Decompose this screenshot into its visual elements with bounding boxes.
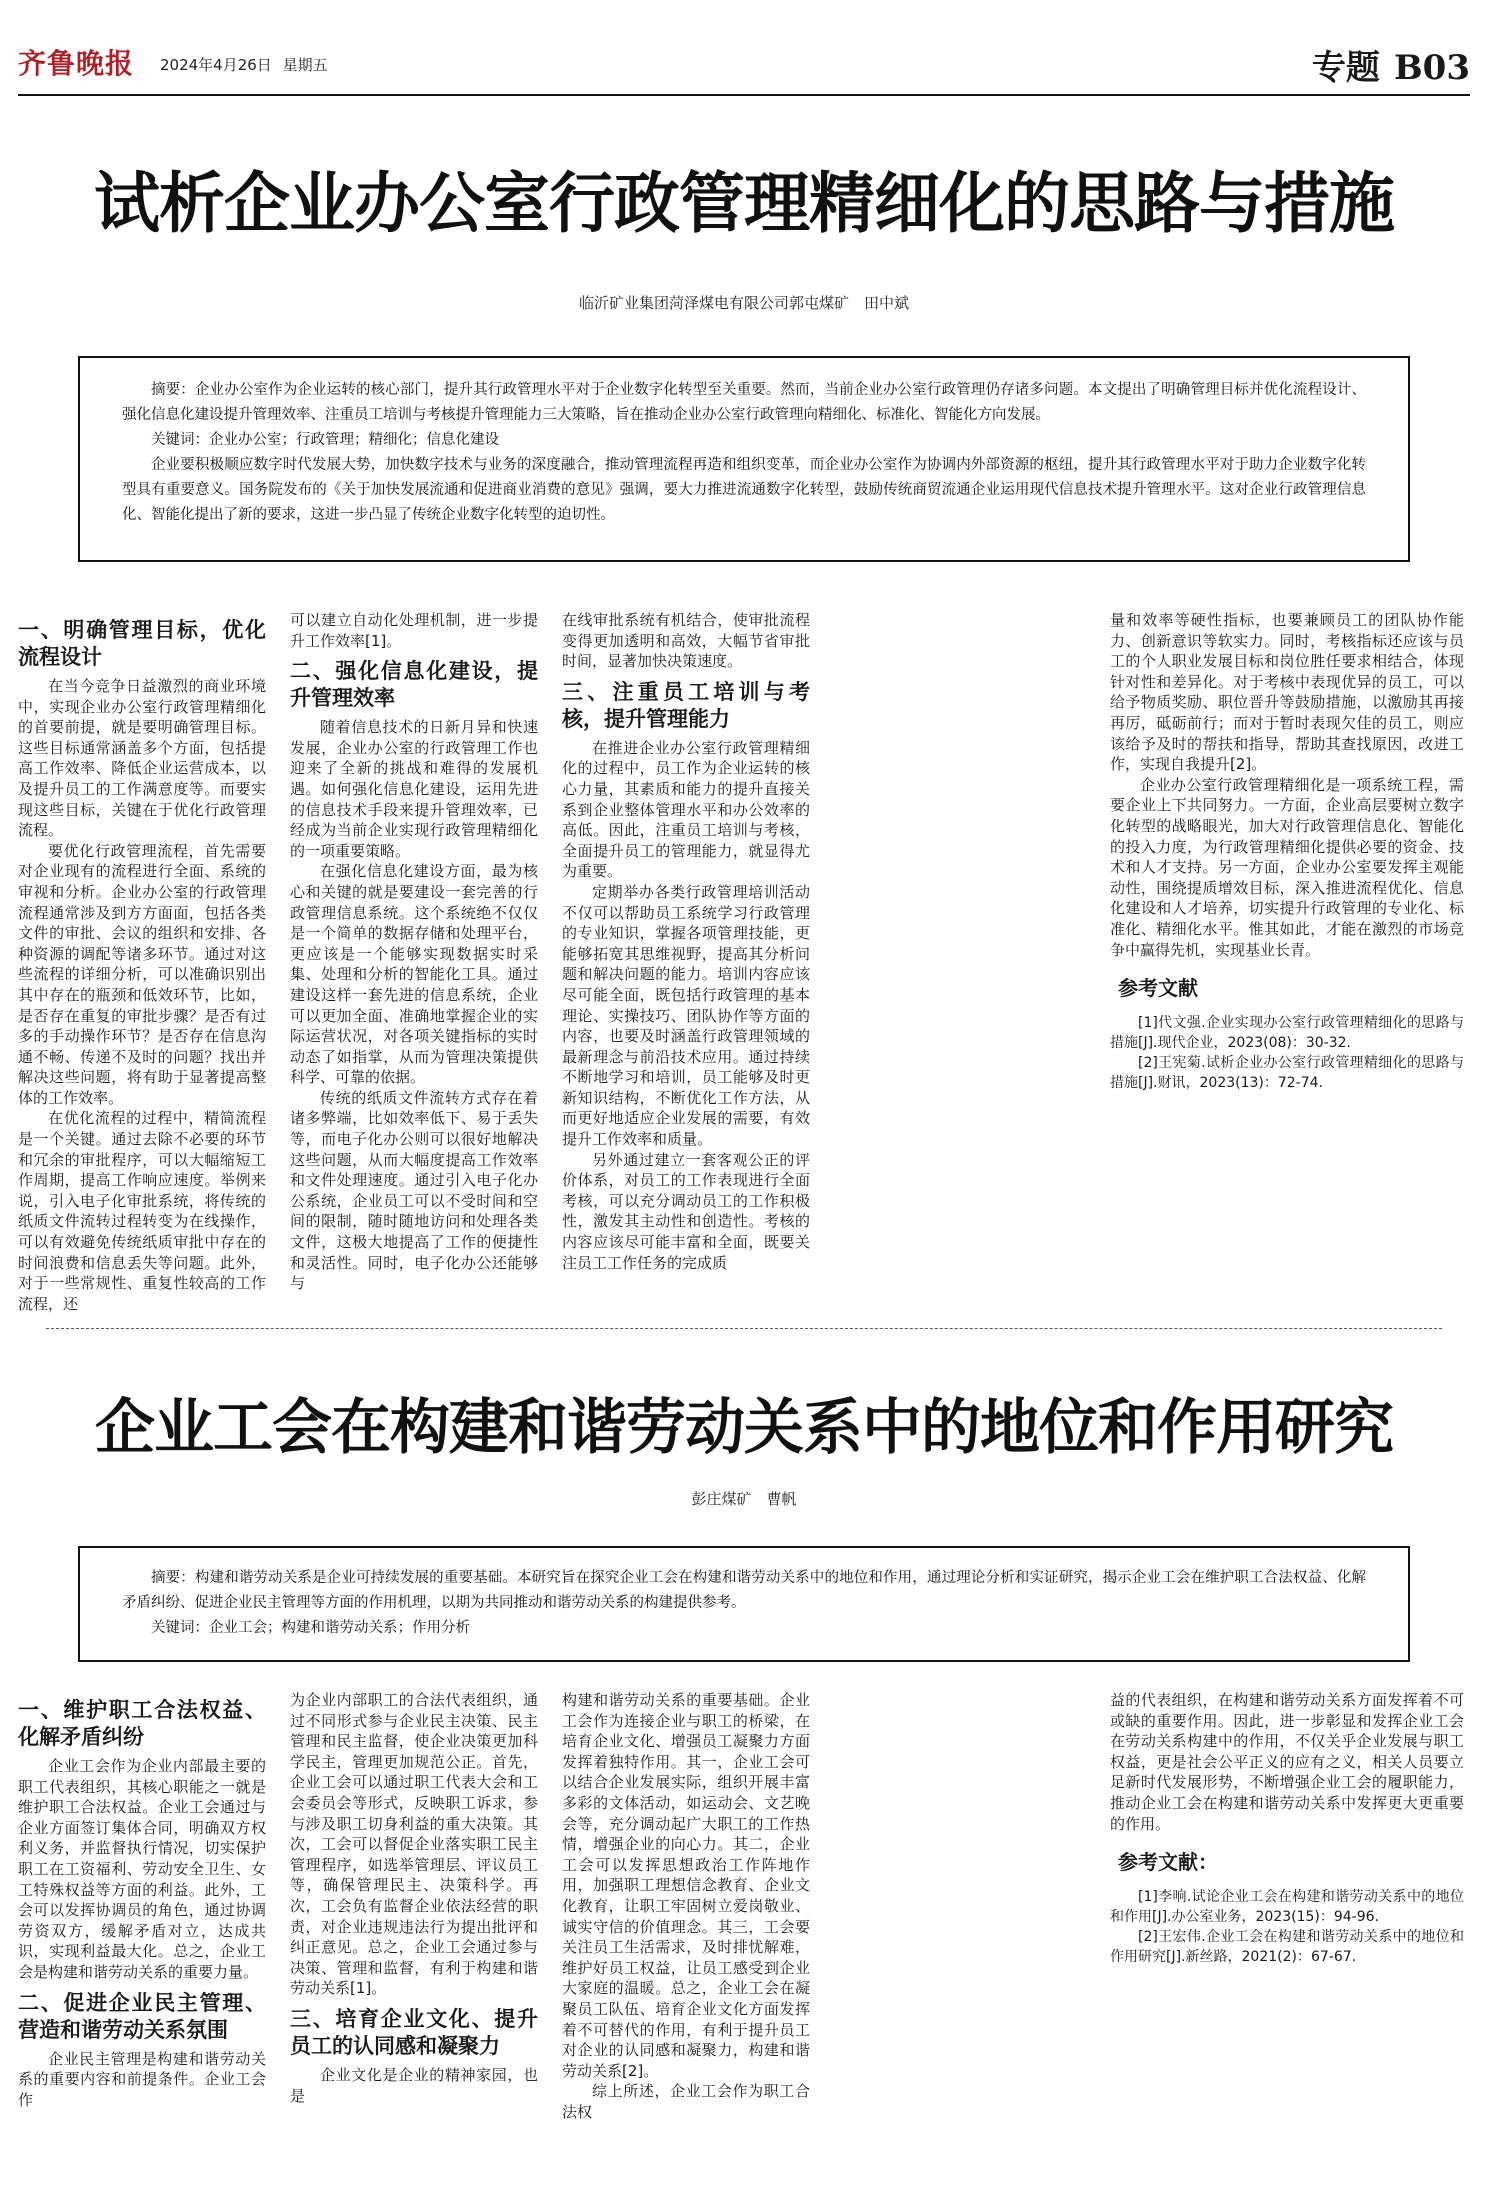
intro-text: 企业要积极顺应数字时代发展大势，加快数字技术与业务的深度融合，推动管理流程再造和组织变革，而企业办公室作为协调内外部资源的枢纽，提升其行政管理水平对于助力企业数字化转型具有重要意义。国务院发布的《关于加快发展流通和促进商业消费的意见》强调，要大力推进流通数字化转型，鼓励传统商贸流通企业运用现代信息技术提升管理水平。这对企业行政管理信息化、智能化提出了新的要求，这进一步凸显了传统企业数字化转型的迫切性。 xyxy=(122,457,1366,523)
weekday-text: 星期五 xyxy=(282,56,328,74)
article1-column-1 xyxy=(18,610,266,1313)
newspaper-logo: 齐鲁晚报 xyxy=(18,47,135,80)
article-divider xyxy=(46,1328,1442,1329)
article2-byline: 彭庄煤矿 曹帆 xyxy=(691,1490,797,1508)
article1-column-2 xyxy=(290,610,538,1293)
article1-column-4 xyxy=(1110,610,1464,1093)
page-number: B03 xyxy=(1393,48,1470,88)
article2-title: 企业工会在构建和谐劳动关系中的地位和作用研究 xyxy=(95,1393,1393,1463)
section-heading: 三、注重员工培训与考核，提升管理能力 xyxy=(562,678,810,731)
body-paragraph: 企业文化是企业的精神家园，也是 xyxy=(290,2065,538,2105)
reference-item: [2]王宪菊.试析企业办公室行政管理精细化的思路与措施[J].财讯，2023(13)：72-74. xyxy=(1110,1054,1464,1091)
reference-item: [2]王宏伟.企业工会在构建和谐劳动关系中的地位和作用研究[J].新丝路，2021(2)：67-67. xyxy=(1110,1928,1464,1965)
body-paragraph: 在强化信息化建设方面，最为核心和关键的就是要建设一套完善的行政管理信息系统。这个系统绝不仅仅是一个简单的数据存储和处理平台，更应该是一个能够实现数据实时采集、处理和分析的智能化工具。通过建设这样一套先进的信息系统，企业可以更加全面、准确地掌握企业的实际运营状况，对各项关键指标的实时动态了如指掌，从而为管理决策提供科学、可靠的依据。 xyxy=(290,862,538,1087)
section-name: 专题 xyxy=(1311,48,1380,88)
date-text: 2024年4月26日 xyxy=(160,56,272,74)
masthead xyxy=(18,42,1470,92)
article2-column-1 xyxy=(18,1690,266,2170)
article1-title: 试析企业办公室行政管理精细化的思路与措施 xyxy=(94,164,1394,242)
publication-date xyxy=(160,54,328,75)
body-paragraph: 在优化流程的过程中，精简流程是一个关键。通过去除不必要的环节和冗余的审批程序，可以大幅缩短工作周期，提高工作响应速度。举例来说，引入电子化审批系统，将传统的纸质文件流转过程转变为在线操作，可以有效避免传统纸质审批中存在的时间浪费和信息丢失等问题。此外，对于一些常规性、重复性较高的工作流程，还 xyxy=(18,1109,266,1313)
body-paragraph: 量和效率等硬性指标，也要兼顾员工的团队协作能力、创新意识等软实力。同时，考核指标还应该与员工的个人职业发展目标和岗位胜任要求相结合，体现针对性和差异化。对于考核中表现优异的员工，可以给予物质奖励、职位晋升等鼓励措施，以激励其再接再厉，砥砺前行；而对于暂时表现欠佳的员工，则应该给予及时的帮扶和指导，帮助其查找原因，改进工作，实现自我提升[2]。 xyxy=(1110,611,1464,774)
body-paragraph: 企业工会作为企业内部最主要的职工代表组织，其核心职能之一就是维护职工合法权益。企业工会通过与企业方面签订集体合同，明确双方权利义务，并监督执行情况，切实保护职工在工资福利、劳动安全卫生、女工特殊权益等方面的利益。此外，工会可以发挥协调员的角色，通过协调劳资双方，缓解矛盾对立，达成共识，实现利益最大化。总之，企业工会是构建和谐劳动关系的重要力量。 xyxy=(18,1757,266,1981)
reference-item: [1]代文强.企业实现办公室行政管理精细化的思路与措施[J].现代企业，2023(08)：30-32. xyxy=(1110,1014,1464,1051)
article2-abstract xyxy=(78,1546,1410,1662)
body-paragraph: 益的代表组织，在构建和谐劳动关系方面发挥着不可或缺的重要作用。因此，进一步彰显和发挥企业工会在劳动关系构建中的作用，不仅关乎企业发展与职工权益，更是社会公平正义的应有之义，相关人员要立足新时代发展形势，不断增强企业工会的履职能力，推动企业工会在构建和谐劳动关系中发挥更大更重要的作用。 xyxy=(1110,1691,1464,1833)
body-paragraph: 在线审批系统有机结合，使审批流程变得更加透明和高效，大幅节省审批时间，显著加快决策速度。 xyxy=(562,611,810,671)
article1-abstract xyxy=(78,356,1410,562)
section-heading: 三、培育企业文化、提升员工的认同感和凝聚力 xyxy=(290,2005,538,2058)
body-paragraph: 可以建立自动化处理机制，进一步提升工作效率[1]。 xyxy=(290,611,538,650)
body-paragraph: 企业民主管理是构建和谐劳动关系的重要内容和前提条件。企业工会作 xyxy=(18,2049,266,2109)
body-paragraph: 定期举办各类行政管理培训活动不仅可以帮助员工系统学习行政管理的专业知识，掌握各项管理技能，更能够拓宽其思维视野，提高其分析问题和解决问题的能力。培训内容应该尽可能全面，既包括行政管理的基本理论、实操技巧、团队协作等方面的内容，也要及时涵盖行政管理领域的最新理念与前沿技术应用。通过持续不断地学习和培训，员工能够及时更新知识结构，不断优化工作方法，从而更好地适应企业发展的需要，有效提升工作效率和质量。 xyxy=(562,882,810,1149)
article1-byline: 临沂矿业集团菏泽煤电有限公司郭屯煤矿 田中斌 xyxy=(578,294,909,312)
abstract-text: 摘要：企业办公室作为企业运转的核心部门，提升其行政管理水平对于企业数字化转型至关重要。然而，当前企业办公室行政管理仍存诸多问题。本文提出了明确管理目标并优化流程设计、强化信息化建设提升管理效率、注重员工培训与考核提升管理能力三大策略，旨在推动企业办公室行政管理向精细化、标准化、智能化方向发展。 xyxy=(122,382,1366,423)
masthead-rule xyxy=(18,94,1470,96)
keywords-text: 关键词：企业工会；构建和谐劳动关系；作用分析 xyxy=(151,1620,470,1636)
body-paragraph: 构建和谐劳动关系的重要基础。企业工会作为连接企业与职工的桥梁，在培育企业文化、增强员工凝聚力方面发挥着独特作用。其一，企业工会可以结合企业发展实际，组织开展丰富多彩的文体活动，如运动会、文艺晚会等，充分调动起广大职工的工作热情，增强企业的向心力。其二，企业工会可以发挥思想政治工作阵地作用，加强职工理想信念教育、企业文化教育，让职工牢固树立爱岗敬业、诚实守信的价值理念。其三，工会要关注员工生活需求，及时排忧解难，维护好员工权益，让员工感受到企业大家庭的温暖。总之，企业工会在凝聚员工队伍、培育企业文化方面发挥着不可替代的作用，有利于提升员工对企业的认同感和凝聚力，构建和谐劳动关系[2]。 xyxy=(562,1691,810,2080)
article1-body xyxy=(18,610,1083,1313)
references-heading: 参考文献： xyxy=(1118,1850,1218,1875)
body-paragraph: 企业办公室行政管理精细化是一项系统工程，需要企业上下共同努力。一方面，企业高层要树立数字化转型的战略眼光，加大对行政管理信息化、智能化的投入力度，为行政管理精细化提供必要的资金、技术和人才支持。另一方面，企业办公室要发挥主观能动性，围绕提质增效目标，深入推进流程优化、信息化建设和人才培养，切实提升行政管理的专业化、标准化、精细化水平。惟其如此，才能在激烈的市场竞争中赢得先机，实现基业长青。 xyxy=(1110,775,1464,959)
body-paragraph: 综上所述，企业工会作为职工合法权 xyxy=(562,2082,810,2121)
section-heading: 二、强化信息化建设，提升管理效率 xyxy=(290,658,538,711)
body-paragraph: 要优化行政管理流程，首先需要对企业现有的流程进行全面、系统的审视和分析。企业办公室的行政管理流程通常涉及到方方面面，包括各类文件的审批、会议的组织和安排、各种资源的调配等诸多环节。通过对这些流程的详细分析，可以准确识别出其中存在的瓶颈和低效环节，比如，是否存在重复的审批步骤？是否有过多的手动操作环节？是否存在信息沟通不畅、传递不及时的问题？找出并解决这些问题，将有助于显著提高整体的工作效率。 xyxy=(18,841,266,1107)
article2-column-3 xyxy=(562,1690,810,2170)
body-paragraph: 传统的纸质文件流转方式存在着诸多弊端，比如效率低下、易于丢失等，而电子化办公则可以很好地解决这些问题，从而大幅度提高工作效率和文件处理速度。通过引入电子化办公系统，企业员工可以不受时间和空间的限制，随时随地访问和处理各类文件，这极大地提高了工作的便捷性和灵活性。同时，电子化办公还能够与 xyxy=(290,1088,538,1293)
references-heading: 参考文献 xyxy=(1118,976,1198,1001)
keywords-text: 关键词：企业办公室；行政管理；精细化；信息化建设 xyxy=(151,432,499,448)
article2-column-2 xyxy=(290,1690,538,2170)
body-paragraph: 为企业内部职工的合法代表组织，通过不同形式参与企业民主决策、民主管理和民主监督，使企业决策更加科学民主，管理更加规范公正。首先，企业工会可以通过职工代表大会和工会委员会等形式，反映职工诉求，参与涉及职工切身利益的重大决策。其次，工会可以督促企业落实职工民主管理程序，如选举管理层、评议员工等，确保管理民主、决策科学。再次，工会负有监督企业依法经营的职责，对企业违规违法行为提出批评和纠正意见。总之，企业工会通过参与决策、管理和监督，有利于构建和谐劳动关系[1]。 xyxy=(290,1691,538,1998)
body-paragraph: 另外通过建立一套客观公正的评价体系，对员工的工作表现进行全面考核，可以充分调动员工的工作积极性，激发其主动性和创造性。考核的内容应该尽可能丰富和全面，既要关注员工工作任务的完成质 xyxy=(562,1150,810,1272)
body-paragraph: 在推进企业办公室行政管理精细化的过程中，员工作为企业运转的核心力量，其素质和能力的提升直接关系到企业整体管理水平和办公效率的高低。因此，注重员工培训与考核，全面提升员工的管理能力，就显得尤为重要。 xyxy=(562,738,810,881)
section-label xyxy=(1312,40,1470,89)
section-heading: 一、明确管理目标，优化流程设计 xyxy=(18,617,266,669)
reference-item: [1]李响.试论企业工会在构建和谐劳动关系中的地位和作用[J].办公室业务，2023(15)：94-96. xyxy=(1110,1888,1464,1925)
section-heading: 一、维护职工合法权益、化解矛盾纠纷 xyxy=(18,1697,266,1749)
body-paragraph: 在当今竞争日益激烈的商业环境中，实现企业办公室行政管理精细化的首要前提，就是要明确管理目标。这些目标通常涵盖多个方面，包括提高工作效率、降低企业运营成本，以及提升员工的工作满意度等。而要实现这些目标，关键在于优化行政管理流程。 xyxy=(18,677,266,840)
article1-column-3 xyxy=(562,610,810,1290)
body-paragraph: 随着信息技术的日新月异和快速发展，企业办公室的行政管理工作也迎来了全新的挑战和难得的发展机遇。如何强化信息化建设，运用先进的信息技术手段来提升管理效率，已经成为当前企业实现行政管理精细化的一项重要策略。 xyxy=(290,718,538,860)
abstract-text: 摘要：构建和谐劳动关系是企业可持续发展的重要基础。本研究旨在探究企业工会在构建和谐劳动关系中的地位和作用，通过理论分析和实证研究，揭示企业工会在维护职工合法权益、化解矛盾纠纷、促进企业民主管理等方面的作用机理，以期为共同推动和谐劳动关系的构建提供参考。 xyxy=(122,1570,1366,1611)
article2-body xyxy=(18,1690,1083,2170)
section-heading: 二、促进企业民主管理、营造和谐劳动关系氛围 xyxy=(18,1989,266,2042)
article2-column-4 xyxy=(1110,1690,1464,1967)
